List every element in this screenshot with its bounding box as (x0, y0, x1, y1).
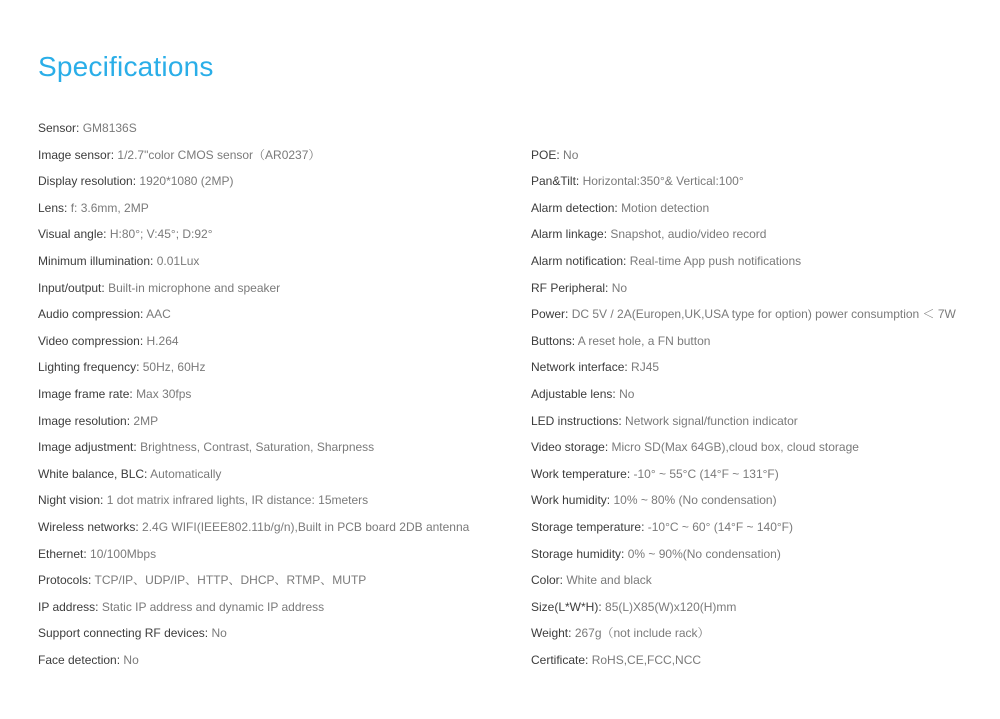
spec-value: Network signal/function indicator (625, 413, 798, 428)
spec-row (38, 647, 518, 674)
page-title: Specifications (38, 51, 214, 82)
spec-label: Lens: (38, 200, 68, 215)
spec-row (38, 248, 518, 275)
spec-label: Color: (531, 573, 564, 588)
spec-row (531, 408, 991, 435)
spec-row (38, 168, 518, 195)
spec-row (38, 461, 518, 488)
spec-label: Display resolution: (38, 174, 137, 189)
spec-label: Ethernet: (38, 546, 87, 561)
spec-label: Support connecting RF devices: (38, 626, 209, 641)
spec-row (531, 620, 991, 647)
spec-label: Work temperature: (531, 466, 631, 481)
spec-row (38, 487, 518, 514)
spec-value: 2MP (133, 413, 159, 428)
spec-row (531, 248, 991, 275)
spec-value: White and black (566, 573, 652, 588)
spec-value: -10° ~ 55°C (14°F ~ 131°F) (633, 466, 779, 481)
spec-value: RoHS,CE,FCC,NCC (591, 652, 702, 667)
spec-value: Motion detection (621, 200, 710, 215)
spec-row (531, 381, 991, 408)
spec-label: Sensor: (38, 121, 80, 135)
spec-label: Weight: (531, 626, 572, 641)
spec-value: No (611, 280, 628, 295)
spec-row (38, 354, 518, 381)
spec-value: Brightness, Contrast, Saturation, Sharpness (140, 440, 375, 455)
spec-row (531, 328, 991, 355)
spec-label: RF Peripheral: (531, 280, 609, 295)
spec-value: Real-time App push notifications (629, 253, 802, 268)
spec-value: AAC (146, 307, 171, 322)
spec-value: No (563, 147, 579, 162)
spec-value: -10°C ~ 60° (14°F ~ 140°F) (647, 519, 794, 534)
spec-value: 0% ~ 90%(No condensation) (627, 546, 781, 561)
spec-row (38, 594, 518, 621)
spec-label: White balance, BLC: (38, 466, 148, 481)
spec-value: A reset hole, a FN button (577, 333, 711, 348)
spec-row (531, 514, 991, 541)
spec-label: Alarm notification: (531, 253, 627, 268)
spec-value: 1/2.7"color CMOS sensor（AR0237） (117, 147, 321, 162)
spec-label: Pan&Tilt: (531, 174, 580, 189)
spec-row (38, 115, 518, 142)
spec-row (531, 541, 991, 568)
spec-row (38, 142, 518, 169)
spec-label: Adjustable lens: (531, 386, 616, 401)
spec-row (531, 567, 991, 594)
spec-value: 85(L)X85(W)x120(H)mm (605, 599, 737, 614)
spec-row (531, 354, 991, 381)
spec-value: H.264 (146, 333, 179, 348)
spec-value: GM8136S (82, 121, 137, 135)
spec-value: No (123, 652, 139, 667)
spec-row (38, 514, 518, 541)
spec-value: Built-in microphone and speaker (108, 280, 281, 295)
spec-row (531, 195, 991, 222)
spec-value: Max 30fps (136, 386, 192, 401)
spec-row (38, 221, 518, 248)
spec-value: 1 dot matrix infrared lights, IR distance: 15meters (106, 493, 369, 508)
spec-label: Protocols: (38, 573, 92, 588)
spec-row (531, 221, 991, 248)
spec-label: Power: (531, 307, 569, 322)
spec-value: Micro SD(Max 64GB),cloud box, cloud storage (611, 440, 859, 455)
spec-row (38, 328, 518, 355)
spec-row (531, 434, 991, 461)
spec-label: Certificate: (531, 652, 589, 667)
spec-row (38, 301, 518, 328)
spec-value: 10% ~ 80% (No condensation) (613, 493, 777, 508)
spec-value: Snapshot, audio/video record (610, 227, 767, 242)
spec-row (531, 275, 991, 302)
spec-value: Horizontal:350°& Vertical:100° (582, 174, 744, 189)
spec-row (38, 434, 518, 461)
spec-label: Face detection: (38, 652, 121, 667)
spec-label: Alarm linkage: (531, 227, 608, 242)
spec-label: Image resolution: (38, 413, 131, 428)
spec-value: f: 3.6mm, 2MP (70, 200, 149, 215)
spec-row (38, 381, 518, 408)
spec-value: Automatically (150, 466, 222, 481)
spec-value: 10/100Mbps (90, 546, 157, 561)
spec-value: TCP/IP、UDP/IP、HTTP、DHCP、RTMP、MUTP (94, 573, 367, 588)
spec-value: RJ45 (631, 360, 660, 375)
spec-row (531, 594, 991, 621)
spec-value: 1920*1080 (2MP) (139, 174, 234, 189)
spec-label: Video compression: (38, 333, 144, 348)
spec-label: Lighting frequency: (38, 360, 140, 375)
spec-value: 2.4G WIFI(IEEE802.11b/g/n),Built in PCB board 2DB antenna (142, 519, 470, 534)
spec-value: 50Hz, 60Hz (142, 360, 206, 375)
spec-row (531, 142, 991, 169)
spec-list-right (531, 142, 991, 674)
spec-value: 0.01Lux (156, 253, 200, 268)
spec-row (531, 301, 991, 328)
spec-label: Image sensor: (38, 147, 115, 162)
spec-row (38, 408, 518, 435)
spec-label: Work humidity: (531, 493, 611, 508)
spec-label: Audio compression: (38, 307, 144, 322)
spec-label: Buttons: (531, 333, 576, 348)
spec-row (38, 620, 518, 647)
spec-value: H:80°; V:45°; D:92° (109, 227, 213, 242)
spec-value: DC 5V / 2A(Europen,UK,USA type for option) power consumption ＜ 7W (571, 307, 956, 322)
spec-value: No (619, 386, 635, 401)
spec-row (531, 487, 991, 514)
spec-label: Storage humidity: (531, 546, 625, 561)
spec-label: Storage temperature: (531, 519, 645, 534)
spec-label: Video storage: (531, 440, 609, 455)
spec-value: Static IP address and dynamic IP address (101, 599, 325, 614)
spec-row (38, 195, 518, 222)
spec-label: Night vision: (38, 493, 104, 508)
spec-row (531, 647, 991, 674)
spec-label: Network interface: (531, 360, 628, 375)
spec-label: Size(L*W*H): (531, 599, 602, 614)
spec-label: Image adjustment: (38, 440, 137, 455)
spec-label: Visual angle: (38, 227, 107, 242)
spec-list-left (38, 115, 518, 673)
spec-row (531, 168, 991, 195)
spec-row (38, 541, 518, 568)
spec-label: LED instructions: (531, 413, 622, 428)
spec-value: 267g（not include rack） (574, 626, 710, 641)
spec-label: Alarm detection: (531, 200, 618, 215)
spec-label: Image frame rate: (38, 386, 133, 401)
spec-row (38, 567, 518, 594)
spec-row (38, 275, 518, 302)
spec-value: No (211, 626, 227, 641)
spec-label: Wireless networks: (38, 519, 139, 534)
spec-row (531, 461, 991, 488)
spec-label: Minimum illumination: (38, 253, 154, 268)
spec-label: POE: (531, 147, 560, 162)
spec-label: IP address: (38, 599, 99, 614)
spec-label: Input/output: (38, 280, 105, 295)
